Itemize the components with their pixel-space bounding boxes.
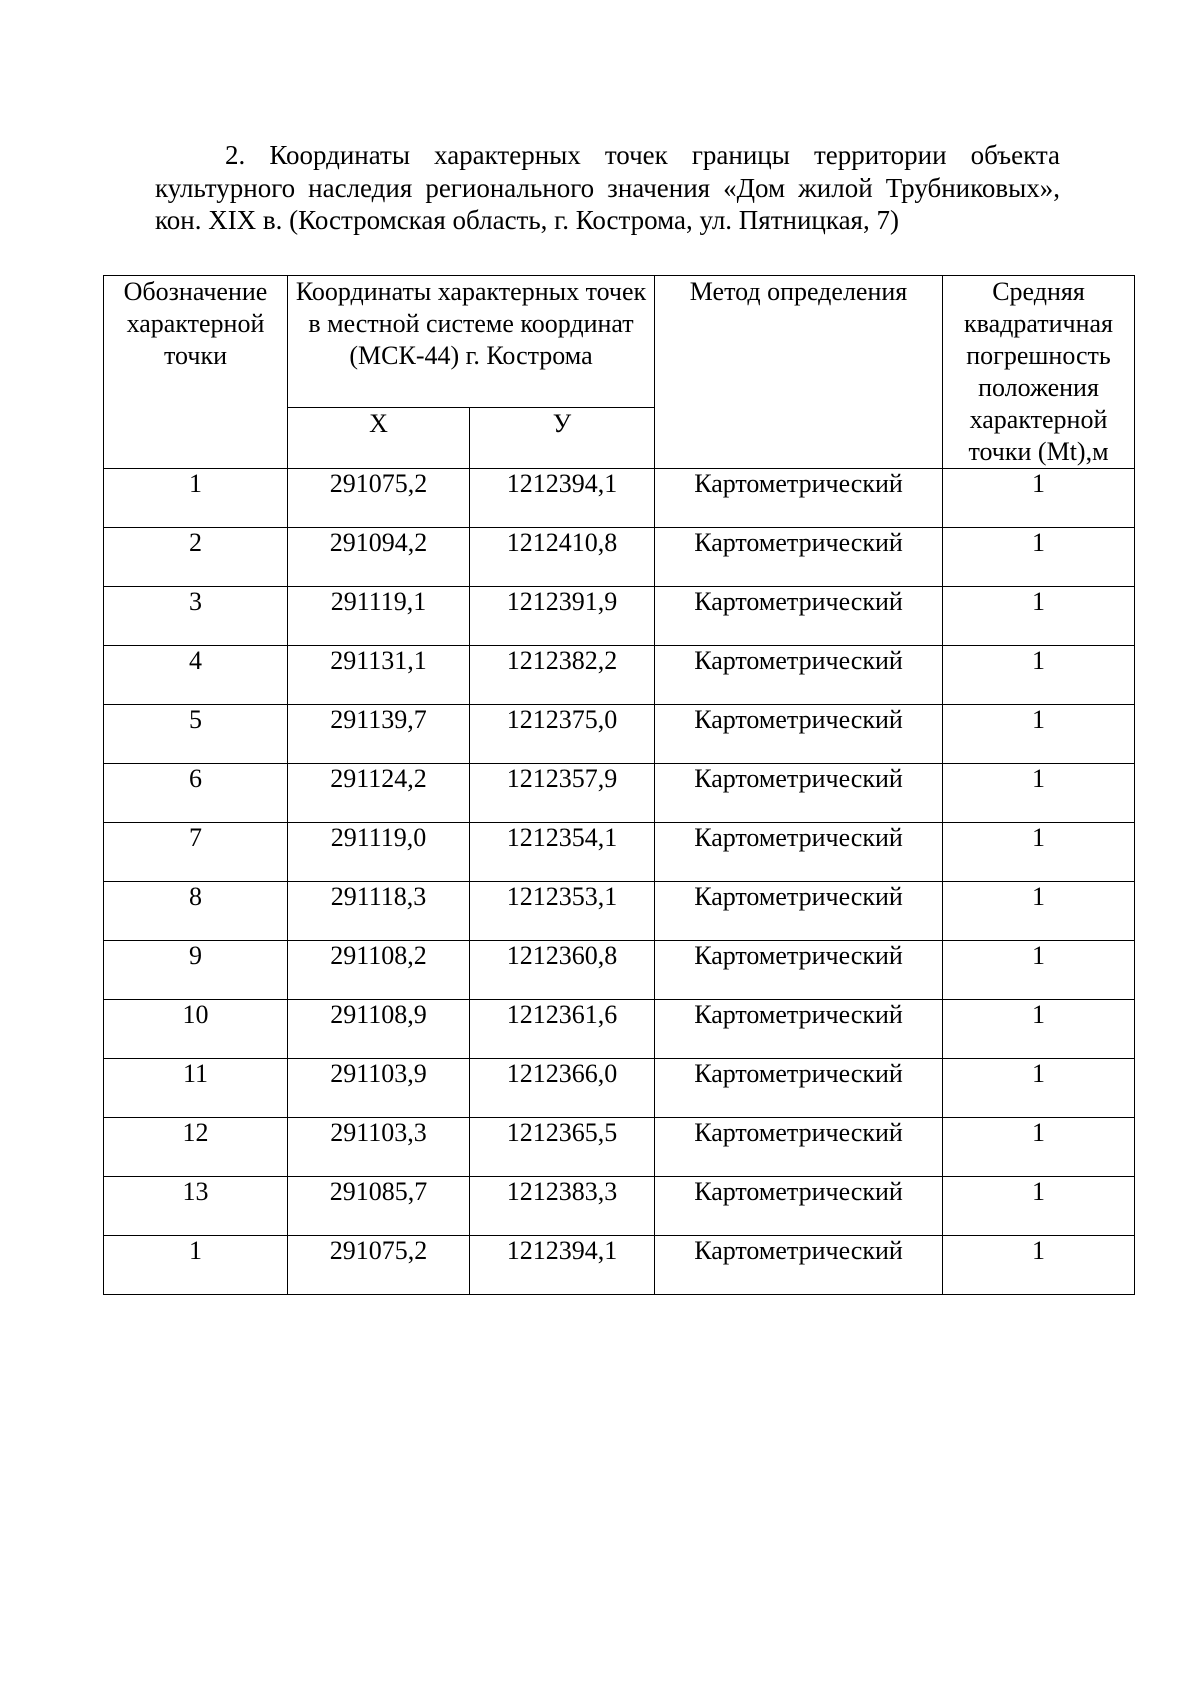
cell-y: 1212383,3 <box>470 1177 655 1236</box>
cell-y: 1212360,8 <box>470 941 655 1000</box>
cell-error: 1 <box>943 764 1135 823</box>
cell-point: 10 <box>104 1000 288 1059</box>
cell-method: Картометрический <box>655 823 943 882</box>
cell-error: 1 <box>943 469 1135 528</box>
cell-x: 291094,2 <box>288 528 470 587</box>
cell-x: 291075,2 <box>288 469 470 528</box>
table-row <box>104 469 1135 528</box>
header-method: Метод определения <box>655 276 943 469</box>
cell-y: 1212354,1 <box>470 823 655 882</box>
cell-y: 1212357,9 <box>470 764 655 823</box>
cell-point: 5 <box>104 705 288 764</box>
cell-y: 1212375,0 <box>470 705 655 764</box>
table-row <box>104 941 1135 1000</box>
table-row <box>104 1059 1135 1118</box>
cell-method: Картометрический <box>655 941 943 1000</box>
cell-x: 291119,0 <box>288 823 470 882</box>
header-mean-square-error: Средняя квадратичная погрешность положения характерной точки (Mt),м <box>943 276 1135 469</box>
cell-error: 1 <box>943 941 1135 1000</box>
cell-x: 291124,2 <box>288 764 470 823</box>
cell-y: 1212391,9 <box>470 587 655 646</box>
cell-method: Картометрический <box>655 528 943 587</box>
cell-error: 1 <box>943 1000 1135 1059</box>
cell-y: 1212394,1 <box>470 1236 655 1295</box>
cell-point: 1 <box>104 469 288 528</box>
cell-y: 1212410,8 <box>470 528 655 587</box>
table-row <box>104 882 1135 941</box>
table-row <box>104 528 1135 587</box>
cell-error: 1 <box>943 1059 1135 1118</box>
cell-error: 1 <box>943 1118 1135 1177</box>
coordinates-table <box>103 275 1135 1295</box>
cell-point: 11 <box>104 1059 288 1118</box>
table-row <box>104 705 1135 764</box>
cell-x: 291139,7 <box>288 705 470 764</box>
cell-point: 6 <box>104 764 288 823</box>
table-row <box>104 1118 1135 1177</box>
cell-point: 9 <box>104 941 288 1000</box>
cell-error: 1 <box>943 587 1135 646</box>
cell-x: 291075,2 <box>288 1236 470 1295</box>
table-row <box>104 1000 1135 1059</box>
cell-x: 291131,1 <box>288 646 470 705</box>
cell-x: 291108,9 <box>288 1000 470 1059</box>
cell-method: Картометрический <box>655 1000 943 1059</box>
header-coordinates: Координаты характерных точек в местной системе координат (МСК-44) г. Кострома <box>288 276 655 408</box>
cell-error: 1 <box>943 1177 1135 1236</box>
cell-error: 1 <box>943 1236 1135 1295</box>
table-row <box>104 823 1135 882</box>
cell-error: 1 <box>943 528 1135 587</box>
cell-point: 7 <box>104 823 288 882</box>
cell-point: 8 <box>104 882 288 941</box>
cell-method: Картометрический <box>655 882 943 941</box>
section-heading: 2. Координаты характерных точек границы территории объекта культурного наследия регионального значения «Дом жилой Трубниковых», кон. XIX в. (Костромская область, г. Кострома, ул. Пятницкая, 7) <box>155 140 1060 235</box>
cell-point: 3 <box>104 587 288 646</box>
header-x: X <box>288 408 470 469</box>
cell-error: 1 <box>943 882 1135 941</box>
cell-point: 2 <box>104 528 288 587</box>
cell-error: 1 <box>943 646 1135 705</box>
header-y: У <box>470 408 655 469</box>
cell-x: 291119,1 <box>288 587 470 646</box>
cell-method: Картометрический <box>655 469 943 528</box>
table-row <box>104 1177 1135 1236</box>
table-body <box>104 469 1135 1295</box>
cell-point: 12 <box>104 1118 288 1177</box>
cell-point: 4 <box>104 646 288 705</box>
cell-y: 1212365,5 <box>470 1118 655 1177</box>
table-row <box>104 646 1135 705</box>
cell-method: Картометрический <box>655 764 943 823</box>
cell-y: 1212361,6 <box>470 1000 655 1059</box>
table-row <box>104 1236 1135 1295</box>
cell-error: 1 <box>943 823 1135 882</box>
cell-point: 13 <box>104 1177 288 1236</box>
table-row <box>104 587 1135 646</box>
cell-x: 291118,3 <box>288 882 470 941</box>
cell-method: Картометрический <box>655 1059 943 1118</box>
cell-method: Картометрический <box>655 1118 943 1177</box>
cell-y: 1212366,0 <box>470 1059 655 1118</box>
cell-method: Картометрический <box>655 646 943 705</box>
cell-error: 1 <box>943 705 1135 764</box>
cell-method: Картометрический <box>655 1177 943 1236</box>
cell-x: 291108,2 <box>288 941 470 1000</box>
cell-x: 291103,3 <box>288 1118 470 1177</box>
table-header-row <box>104 276 1135 408</box>
header-point-designation: Обозначение характерной точки <box>104 276 288 469</box>
cell-y: 1212382,2 <box>470 646 655 705</box>
cell-x: 291103,9 <box>288 1059 470 1118</box>
cell-y: 1212353,1 <box>470 882 655 941</box>
cell-method: Картометрический <box>655 705 943 764</box>
cell-method: Картометрический <box>655 1236 943 1295</box>
cell-y: 1212394,1 <box>470 469 655 528</box>
cell-point: 1 <box>104 1236 288 1295</box>
cell-method: Картометрический <box>655 587 943 646</box>
cell-x: 291085,7 <box>288 1177 470 1236</box>
table-row <box>104 764 1135 823</box>
